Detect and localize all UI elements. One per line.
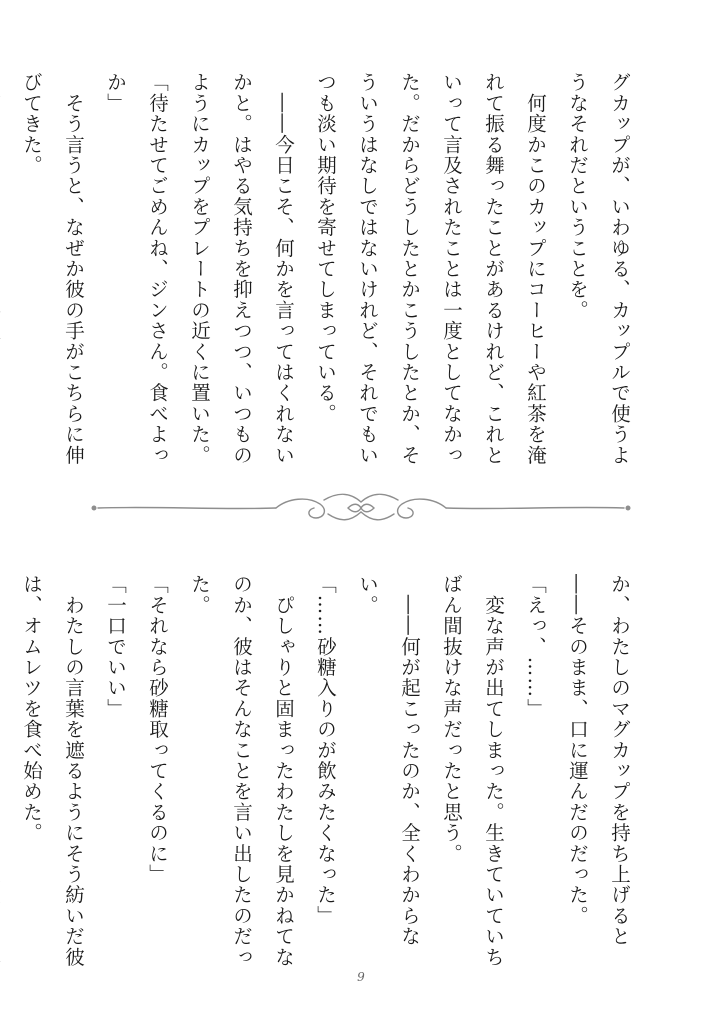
paragraph: そう言うと、なぜか彼の手がこちらに伸びてきた。 [20,72,85,466]
paragraph: 「それなら砂糖取ってくるのに」 [146,574,169,885]
paragraph [0,72,10,472]
paragraph: グカップが、いわゆる、カップルで使うようなそれだということを。 [566,72,631,466]
paragraph [0,574,10,974]
paragraph: ――何が起こったのか、全くわからない。 [356,574,421,947]
paragraph: か、わたしのマグカップを持ち上げると――そのまま、口に運んだのだった。 [566,574,631,947]
paragraph: 「……砂糖入りのが飲みたくなった」 [314,574,337,926]
paragraph: 「待たせてごめんね、ジンさん。食べよっか」 [104,72,169,466]
paragraph: 変な声が出てしまった。生きていていちばん間抜けな声だったと思う。 [440,574,505,968]
paragraph: ぴしゃりと固まったわたしを見かねてなのか、彼はそんなことを言い出したのだった。 [188,574,295,968]
bottom-text-block [20,574,640,974]
page-number: 9 [357,970,365,984]
ornament-divider [88,488,634,528]
paragraph: 何度かこのカップにコーヒーや紅茶を淹れて振る舞ったことがあるけれど、これといって言及されたことは一度としてなかった。だからどうしたとかこうしたとか、そういうはなしではないけれど、それでもいつも淡い期待を寄せてしまっている。 [314,72,547,466]
paragraph: 「えっ、……」 [524,574,547,719]
paragraph: 「一口でいい」 [104,574,127,719]
paragraph: わたしの言葉を遮るようにそう紡いだ彼は、オムレツを食べ始めた。 [20,574,85,968]
top-text-block [20,72,640,472]
paragraph: ――今日こそ、何かを言ってはくれないかと。はやる気持ちを抑えつつ、いつものようにカップをプレートの近くに置いた。 [188,72,295,466]
